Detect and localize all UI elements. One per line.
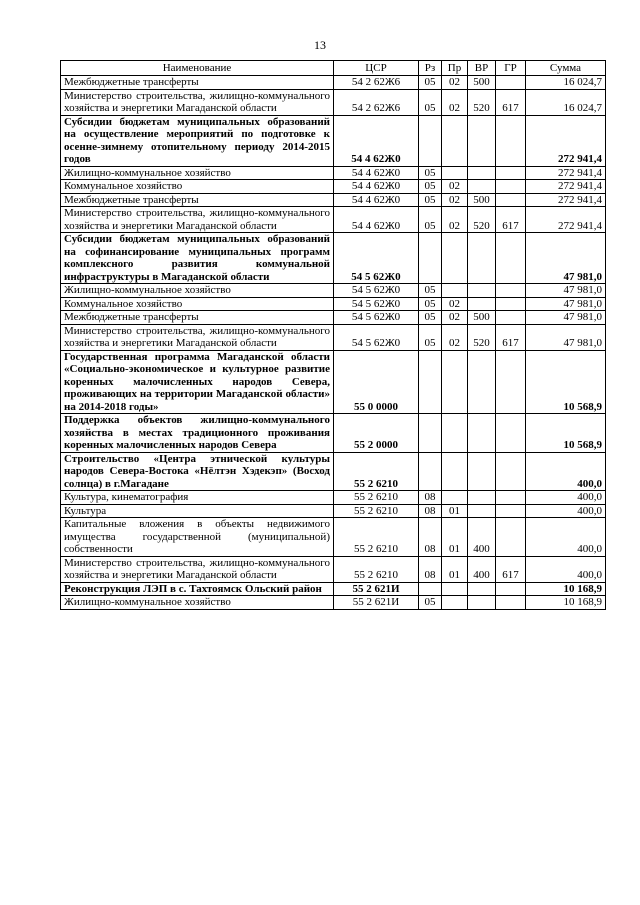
table-row (61, 89, 606, 115)
table-row (61, 180, 606, 194)
cell-rz: 05 (419, 596, 442, 610)
cell-rz: 08 (419, 556, 442, 582)
cell-pr: 01 (442, 518, 468, 557)
cell-pr (442, 491, 468, 505)
table-row (61, 518, 606, 557)
table-body (61, 76, 606, 610)
cell-sum: 400,0 (526, 504, 606, 518)
cell-pr: 02 (442, 324, 468, 350)
header-csr: ЦСР (334, 61, 419, 76)
cell-gr (496, 297, 526, 311)
cell-pr: 01 (442, 504, 468, 518)
cell-csr: 54 4 62Ж0 (334, 207, 419, 233)
cell-vr (468, 582, 496, 596)
cell-gr (496, 582, 526, 596)
table-row (61, 491, 606, 505)
cell-sum: 16 024,7 (526, 76, 606, 90)
cell-name: Жилищно-коммунальное хозяйство (61, 166, 334, 180)
cell-csr: 54 5 62Ж0 (334, 297, 419, 311)
cell-gr (496, 311, 526, 325)
cell-name: Жилищно-коммунальное хозяйство (61, 284, 334, 298)
cell-name: Коммунальное хозяйство (61, 297, 334, 311)
cell-vr: 400 (468, 518, 496, 557)
cell-name: Субсидии бюджетам муниципальных образований на осуществление мероприятий по подготовке к осенне-зимнему отопительному периоду 2014-2015 годов (61, 115, 334, 166)
cell-name: Коммунальное хозяйство (61, 180, 334, 194)
cell-gr (496, 233, 526, 284)
cell-gr: 617 (496, 324, 526, 350)
cell-rz: 05 (419, 193, 442, 207)
cell-rz: 08 (419, 504, 442, 518)
cell-rz: 05 (419, 166, 442, 180)
cell-gr (496, 284, 526, 298)
cell-gr (496, 76, 526, 90)
header-vr: ВР (468, 61, 496, 76)
cell-csr: 55 2 6210 (334, 491, 419, 505)
cell-csr: 55 2 621И (334, 582, 419, 596)
cell-vr: 400 (468, 556, 496, 582)
table-row (61, 76, 606, 90)
cell-pr: 01 (442, 556, 468, 582)
cell-vr (468, 414, 496, 453)
table-row (61, 297, 606, 311)
cell-gr (496, 414, 526, 453)
cell-csr: 55 0 0000 (334, 350, 419, 414)
cell-name: Министерство строительства, жилищно-коммунального хозяйства и энергетики Магаданской области (61, 556, 334, 582)
cell-pr (442, 414, 468, 453)
table-row (61, 504, 606, 518)
table-row (61, 284, 606, 298)
cell-vr (468, 491, 496, 505)
cell-pr (442, 115, 468, 166)
cell-vr (468, 350, 496, 414)
cell-gr: 617 (496, 556, 526, 582)
cell-vr: 520 (468, 89, 496, 115)
cell-name: Межбюджетные трансферты (61, 311, 334, 325)
table-row (61, 556, 606, 582)
cell-rz: 05 (419, 180, 442, 194)
cell-pr: 02 (442, 207, 468, 233)
cell-gr (496, 180, 526, 194)
table-row (61, 582, 606, 596)
cell-vr (468, 233, 496, 284)
cell-csr: 54 5 62Ж0 (334, 284, 419, 298)
table-row (61, 166, 606, 180)
cell-rz (419, 414, 442, 453)
cell-gr (496, 596, 526, 610)
cell-sum: 47 981,0 (526, 297, 606, 311)
header-rz: Рз (419, 61, 442, 76)
cell-sum: 400,0 (526, 518, 606, 557)
cell-csr: 54 5 62Ж0 (334, 233, 419, 284)
cell-rz: 05 (419, 297, 442, 311)
cell-pr (442, 596, 468, 610)
cell-rz: 05 (419, 311, 442, 325)
cell-rz (419, 452, 442, 491)
cell-csr: 54 4 62Ж0 (334, 166, 419, 180)
cell-sum: 400,0 (526, 452, 606, 491)
cell-gr (496, 452, 526, 491)
cell-sum: 400,0 (526, 556, 606, 582)
cell-vr: 500 (468, 193, 496, 207)
cell-name: Министерство строительства, жилищно-коммунального хозяйства и энергетики Магаданской области (61, 324, 334, 350)
cell-pr: 02 (442, 89, 468, 115)
cell-pr (442, 582, 468, 596)
cell-rz: 05 (419, 324, 442, 350)
table-row (61, 324, 606, 350)
cell-rz (419, 582, 442, 596)
cell-sum: 400,0 (526, 491, 606, 505)
cell-pr (442, 166, 468, 180)
table-row (61, 233, 606, 284)
cell-csr: 55 2 6210 (334, 518, 419, 557)
cell-sum: 47 981,0 (526, 284, 606, 298)
cell-name: Реконструкция ЛЭП в с. Тахтоямск Ольский район (61, 582, 334, 596)
cell-pr (442, 452, 468, 491)
cell-csr: 55 2 6210 (334, 504, 419, 518)
cell-pr: 02 (442, 311, 468, 325)
cell-name: Государственная программа Магаданской области «Социально-экономическое и культурное развитие коренных малочисленных народов Севера, проживающих на территории Магаданской области» на 2014-2018 годы» (61, 350, 334, 414)
page-number: 13 (314, 38, 326, 52)
cell-sum: 272 941,4 (526, 180, 606, 194)
cell-vr (468, 166, 496, 180)
table-row (61, 596, 606, 610)
table-row (61, 414, 606, 453)
cell-name: Министерство строительства, жилищно-коммунального хозяйства и энергетики Магаданской области (61, 89, 334, 115)
cell-vr: 500 (468, 311, 496, 325)
cell-sum: 272 941,4 (526, 193, 606, 207)
cell-rz: 05 (419, 76, 442, 90)
cell-csr: 54 5 62Ж0 (334, 311, 419, 325)
cell-vr (468, 596, 496, 610)
cell-name: Министерство строительства, жилищно-коммунального хозяйства и энергетики Магаданской области (61, 207, 334, 233)
cell-rz (419, 233, 442, 284)
cell-csr: 55 2 0000 (334, 414, 419, 453)
cell-name: Межбюджетные трансферты (61, 193, 334, 207)
cell-name: Поддержка объектов жилищно-коммунального хозяйства в местах традиционного проживания коренных малочисленных народов Севера (61, 414, 334, 453)
header-name: Наименование (61, 61, 334, 76)
cell-pr (442, 350, 468, 414)
cell-pr (442, 284, 468, 298)
cell-sum: 47 981,0 (526, 324, 606, 350)
cell-gr: 617 (496, 207, 526, 233)
cell-pr: 02 (442, 193, 468, 207)
cell-name: Строительство «Центра этнической культуры народов Севера-Востока «Нёлтэн Хэдекэп» (Восход солнца) в г.Магадане (61, 452, 334, 491)
cell-pr: 02 (442, 180, 468, 194)
cell-vr (468, 284, 496, 298)
cell-csr: 54 4 62Ж0 (334, 180, 419, 194)
cell-rz: 05 (419, 89, 442, 115)
cell-csr: 54 2 62Ж6 (334, 89, 419, 115)
cell-sum: 47 981,0 (526, 233, 606, 284)
cell-pr: 02 (442, 76, 468, 90)
cell-name: Жилищно-коммунальное хозяйство (61, 596, 334, 610)
cell-vr: 500 (468, 76, 496, 90)
table-row (61, 193, 606, 207)
cell-sum: 16 024,7 (526, 89, 606, 115)
cell-sum: 10 168,9 (526, 582, 606, 596)
cell-name: Межбюджетные трансферты (61, 76, 334, 90)
header-pr: Пр (442, 61, 468, 76)
cell-name: Субсидии бюджетам муниципальных образований на софинансирование муниципальных программ комплексного развития коммунальной инфраструктуры в Магаданской области (61, 233, 334, 284)
cell-csr: 54 4 62Ж0 (334, 115, 419, 166)
cell-csr: 55 2 621И (334, 596, 419, 610)
table-row (61, 115, 606, 166)
cell-rz (419, 115, 442, 166)
cell-sum: 10 568,9 (526, 350, 606, 414)
cell-csr: 55 2 6210 (334, 452, 419, 491)
cell-gr (496, 518, 526, 557)
cell-gr (496, 193, 526, 207)
table-row (61, 350, 606, 414)
cell-pr (442, 233, 468, 284)
header-sum: Сумма (526, 61, 606, 76)
cell-sum: 272 941,4 (526, 166, 606, 180)
cell-rz: 05 (419, 284, 442, 298)
table-row (61, 452, 606, 491)
cell-gr (496, 350, 526, 414)
header-gr: ГР (496, 61, 526, 76)
cell-vr (468, 115, 496, 166)
cell-name: Культура (61, 504, 334, 518)
cell-sum: 272 941,4 (526, 207, 606, 233)
cell-gr (496, 115, 526, 166)
cell-csr: 54 2 62Ж6 (334, 76, 419, 90)
cell-rz: 05 (419, 207, 442, 233)
cell-vr: 520 (468, 324, 496, 350)
cell-vr: 520 (468, 207, 496, 233)
cell-gr (496, 166, 526, 180)
cell-sum: 272 941,4 (526, 115, 606, 166)
cell-sum: 10 168,9 (526, 596, 606, 610)
cell-name: Капитальные вложения в объекты недвижимого имущества государственной (муниципальной) собственности (61, 518, 334, 557)
table-row (61, 311, 606, 325)
cell-pr: 02 (442, 297, 468, 311)
cell-rz: 08 (419, 491, 442, 505)
cell-sum: 10 568,9 (526, 414, 606, 453)
cell-rz: 08 (419, 518, 442, 557)
table-header-row (61, 61, 606, 76)
cell-sum: 47 981,0 (526, 311, 606, 325)
cell-gr: 617 (496, 89, 526, 115)
table-row (61, 207, 606, 233)
cell-vr (468, 180, 496, 194)
budget-table (60, 60, 606, 610)
cell-csr: 54 4 62Ж0 (334, 193, 419, 207)
cell-vr (468, 504, 496, 518)
cell-vr (468, 452, 496, 491)
cell-gr (496, 491, 526, 505)
cell-gr (496, 504, 526, 518)
cell-rz (419, 350, 442, 414)
cell-vr (468, 297, 496, 311)
cell-csr: 54 5 62Ж0 (334, 324, 419, 350)
cell-csr: 55 2 6210 (334, 556, 419, 582)
cell-name: Культура, кинематография (61, 491, 334, 505)
